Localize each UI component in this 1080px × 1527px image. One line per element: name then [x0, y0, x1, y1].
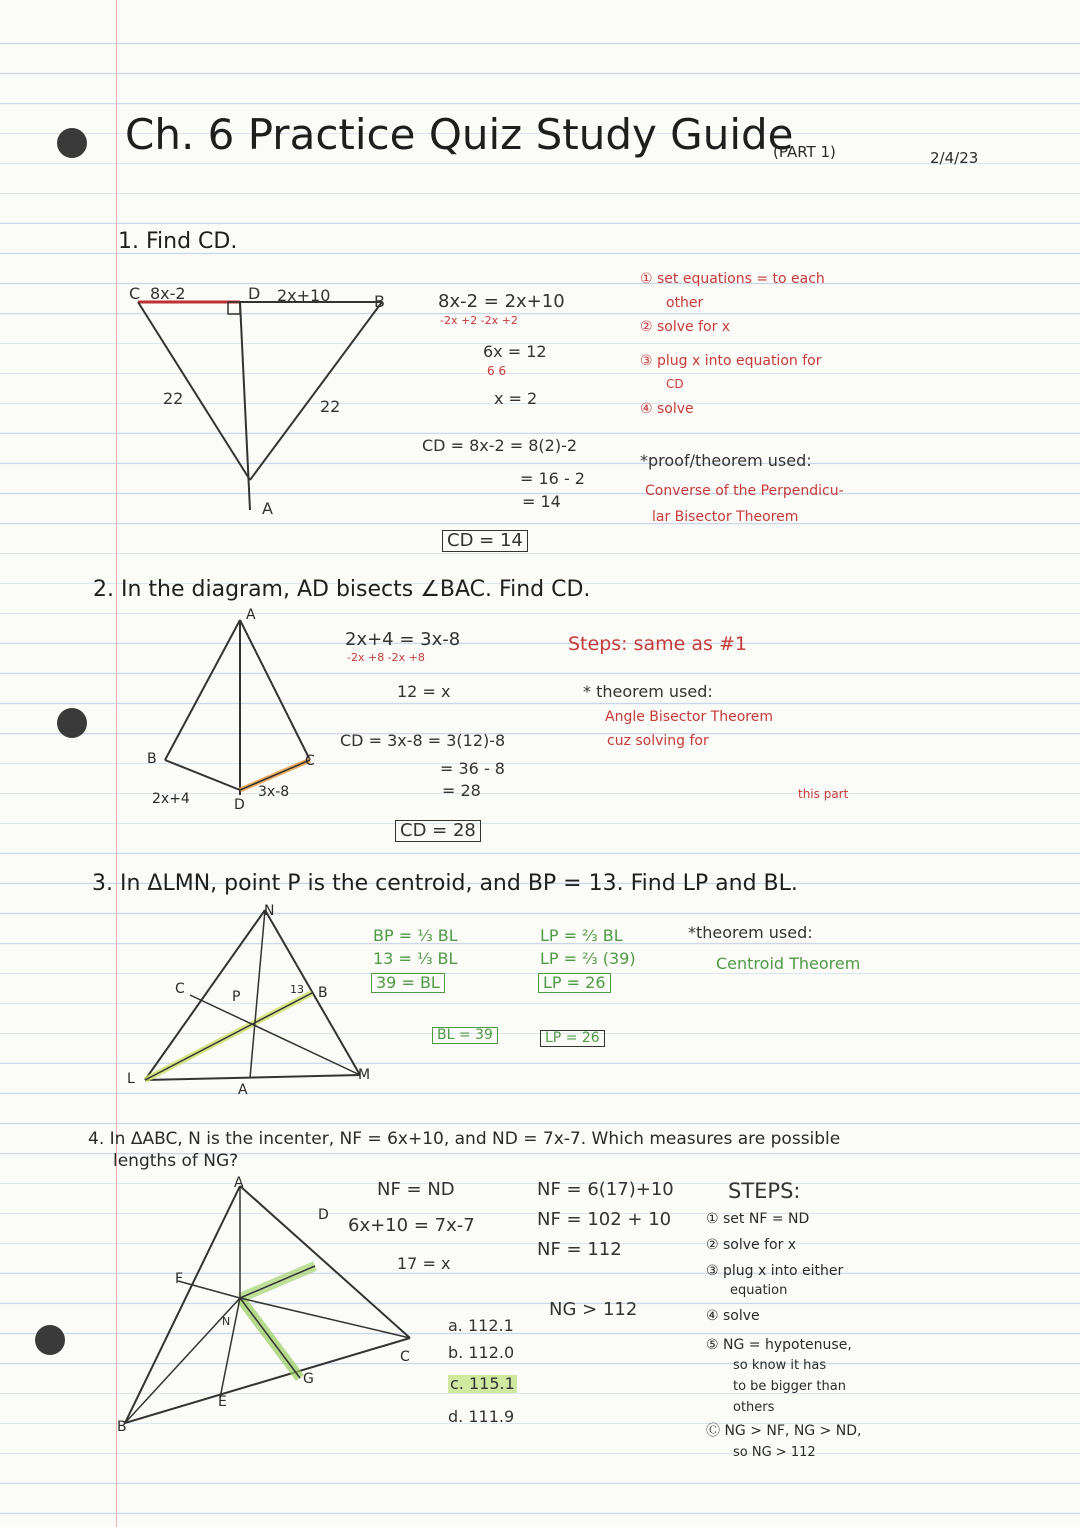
q4-label-d: D: [318, 1207, 329, 1223]
q4-step: ③ plug x into either: [706, 1263, 844, 1279]
q2-theorem: cuz solving for: [607, 733, 709, 749]
binder-hole: [57, 708, 87, 738]
q3-label-n: N: [264, 903, 275, 919]
q3-answer-lp: LP = 26: [540, 1030, 605, 1047]
q1-work-line: x = 2: [494, 389, 538, 408]
q2-label-c: C: [305, 753, 315, 769]
q2-work-line: CD = 3x-8 = 3(12)-8: [340, 731, 506, 750]
q1-work-line: -2x +2 -2x +2: [440, 314, 518, 327]
q1-work-line: 6x = 12: [483, 342, 547, 361]
q4-work-line: 17 = x: [397, 1254, 451, 1273]
page-title: Ch. 6 Practice Quiz Study Guide: [125, 110, 794, 159]
q2-seg-right: 3x-8: [258, 784, 290, 800]
q1-work-line: 8x-2 = 2x+10: [438, 291, 565, 312]
q1-step: ③ plug x into equation for: [640, 353, 822, 369]
q3-theorem-label: *theorem used:: [688, 923, 813, 942]
q1-theorem: Converse of the Perpendicu-: [645, 483, 844, 499]
q4-choice-correct: c. 115.1: [450, 1374, 515, 1393]
q4-choice: b. 112.0: [448, 1343, 515, 1362]
q2-angle-diagram: [140, 607, 340, 810]
q4-step: so know it has: [733, 1358, 827, 1373]
q1-label-d: D: [248, 284, 261, 303]
q3-label-bp: 13: [290, 983, 304, 996]
q1-side-left: 22: [163, 389, 184, 408]
q4-label-g: G: [303, 1371, 314, 1387]
q4-work-line: 6x+10 = 7x-7: [348, 1215, 475, 1236]
q1-theorem: lar Bisector Theorem: [652, 509, 799, 525]
q2-answer: CD = 28: [395, 820, 481, 842]
q3-theorem: Centroid Theorem: [716, 954, 861, 973]
q1-question: 1. Find CD.: [118, 229, 238, 254]
q2-work-line: = 28: [442, 781, 481, 800]
binder-hole: [35, 1325, 65, 1355]
q3-label-c: C: [175, 981, 185, 997]
q3-work-bl: 13 = ⅓ BL: [373, 949, 458, 968]
q1-side-right: 22: [320, 397, 341, 416]
q2-label-b: B: [147, 751, 157, 767]
q3-label-l: L: [127, 1071, 135, 1087]
q1-step: ④ solve: [640, 401, 694, 417]
q1-work-line: CD = 8x-2 = 8(2)-2: [422, 436, 578, 455]
q2-work-line: 12 = x: [397, 682, 451, 701]
q1-answer: CD = 14: [442, 530, 528, 552]
q1-step: CD: [666, 377, 684, 391]
q4-label-f: F: [175, 1271, 184, 1287]
q4-label-c: C: [400, 1349, 410, 1365]
q4-step: equation: [730, 1283, 788, 1298]
q4-step: ④ solve: [706, 1308, 760, 1324]
q1-seg-right: 2x+10: [277, 286, 331, 305]
q4-work2-line: NF = 112: [537, 1239, 622, 1260]
q4-work-line: NF = ND: [377, 1179, 455, 1200]
q3-label-m: M: [358, 1067, 371, 1083]
q4-choice: a. 112.1: [448, 1316, 514, 1335]
q1-theorem-label: *proof/theorem used:: [640, 451, 812, 470]
q2-seg-left: 2x+4: [152, 791, 190, 807]
q4-question: 4. In ΔABC, N is the incenter, NF = 6x+10, and ND = 7x-7. Which measures are possible: [88, 1129, 841, 1149]
binder-hole: [57, 128, 87, 158]
q4-question-cont: lengths of NG?: [113, 1151, 239, 1171]
q4-step: ① set NF = ND: [706, 1211, 810, 1227]
q3-answer-bl: BL = 39: [432, 1027, 498, 1044]
q3-label-a: A: [238, 1082, 248, 1098]
q2-label-d: D: [234, 797, 245, 813]
q4-conclusion: NG > 112: [549, 1299, 638, 1320]
q2-label-a: A: [246, 607, 256, 623]
q4-step: to be bigger than: [733, 1379, 846, 1394]
q4-step: so NG > 112: [733, 1445, 816, 1460]
q2-work-line: -2x +8 -2x +8: [347, 651, 425, 664]
q1-step: other: [666, 295, 704, 311]
q3-work-lp: LP = ⅔ BL: [540, 926, 623, 945]
q4-step: Ⓒ NG > NF, NG > ND,: [706, 1423, 862, 1439]
q2-note: this part: [798, 787, 849, 801]
part-label: (PART 1): [773, 143, 836, 161]
q4-step: ② solve for x: [706, 1237, 797, 1253]
q1-work-line: 6 6: [487, 364, 507, 378]
date: 2/4/23: [930, 149, 979, 167]
q4-step: ⑤ NG = hypotenuse,: [706, 1337, 852, 1353]
q1-label-a: A: [262, 499, 273, 518]
q1-work-line: = 14: [522, 492, 561, 511]
q1-label-c: C: [129, 284, 141, 303]
q2-theorem: Angle Bisector Theorem: [605, 709, 773, 725]
q4-label-a: A: [234, 1175, 244, 1191]
q1-seg-left: 8x-2: [150, 284, 186, 303]
q3-work-bl: 39 = BL: [371, 973, 445, 993]
q3-label-b: B: [318, 985, 328, 1001]
q2-steps: Steps: same as #1: [568, 633, 747, 655]
q3-question: 3. In ΔLMN, point P is the centroid, and BP = 13. Find LP and BL.: [92, 871, 798, 896]
q4-label-n: N: [222, 1315, 231, 1328]
q3-work-lp: LP = ⅔ (39): [540, 949, 636, 968]
q3-work-bl: BP = ⅓ BL: [373, 926, 458, 945]
q4-work2-line: NF = 102 + 10: [537, 1209, 672, 1230]
q4-label-e: E: [218, 1394, 227, 1410]
q1-label-b: B: [374, 292, 385, 311]
q1-work-line: = 16 - 2: [520, 469, 585, 488]
q2-theorem-label: * theorem used:: [583, 682, 713, 701]
q4-choice: d. 111.9: [448, 1407, 515, 1426]
q3-work-lp: LP = 26: [538, 973, 611, 993]
q2-work-line: 2x+4 = 3x-8: [345, 629, 461, 650]
q1-step: ② solve for x: [640, 319, 731, 335]
q4-label-b: B: [117, 1419, 127, 1435]
q2-question: 2. In the diagram, AD bisects ∠BAC. Find CD.: [93, 577, 591, 602]
q4-work2-line: NF = 6(17)+10: [537, 1179, 674, 1200]
q3-centroid-diagram: [130, 905, 370, 1095]
q1-step: ① set equations = to each: [640, 271, 825, 287]
q4-step: others: [733, 1400, 775, 1415]
q2-work-line: = 36 - 8: [440, 759, 505, 778]
q4-steps-title: STEPS:: [728, 1179, 801, 1203]
q3-label-p: P: [232, 989, 241, 1005]
